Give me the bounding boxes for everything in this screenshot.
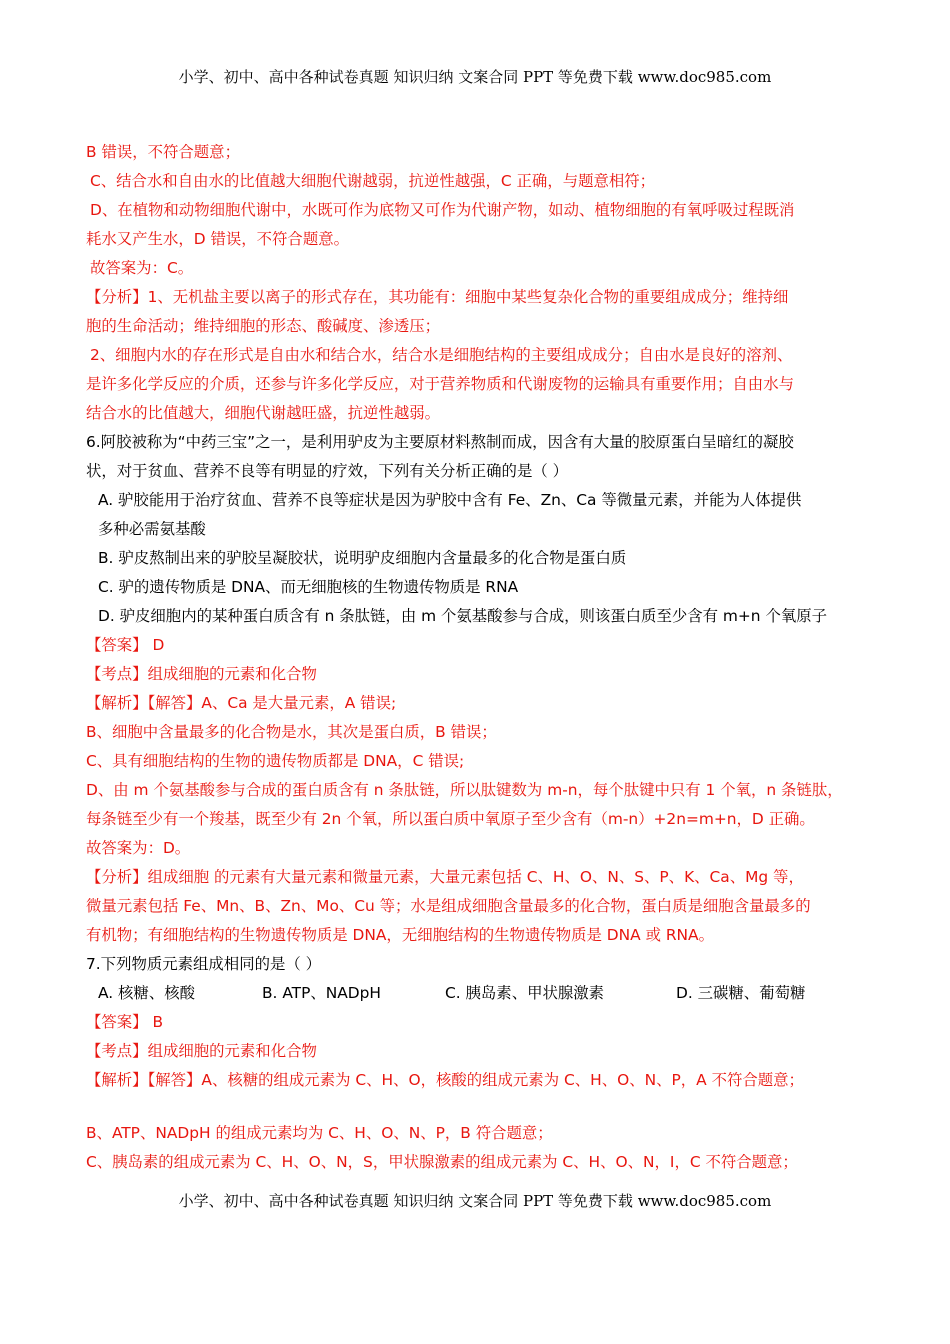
analysis-line: 胞的生命活动；维持细胞的形态、酸碱度、渗透压；	[86, 317, 440, 335]
spacer	[86, 1095, 866, 1119]
question-6-explanation: B、细胞中含量最多的化合物是水，其次是蛋白质，B 错误；	[86, 723, 497, 741]
question-6-stem: 状，对于贫血、营养不良等有明显的疗效，下列有关分析正确的是（ ）	[86, 462, 569, 480]
analysis-line: 结合水的比值越大，细胞代谢越旺盛，抗逆性越弱。	[86, 404, 440, 422]
question-7-option-b: B. ATP、NADpH	[262, 984, 381, 1002]
question-6-analysis: 【分析】组成细胞 的元素有大量元素和微量元素，大量元素包括 C、H、O、N、S、P、K、Ca、Mg 等，	[86, 868, 804, 886]
question-7-explanation: 【解析】【解答】A、核糖的组成元素为 C、H、O，核酸的组成元素为 C、H、O、N、P，A 不符合题意；	[86, 1071, 804, 1089]
analysis-line: 是许多化学反应的介质，还参与许多化学反应，对于营养物质和代谢废物的运输具有重要作用；自由水与	[86, 375, 794, 393]
question-7-explanation: C、胰岛素的组成元素为 C、H、O、N，S，甲状腺激素的组成元素为 C、H、O、N，I，C 不符合题意；	[86, 1153, 798, 1171]
question-6-answer: 【答案】 D	[86, 636, 165, 654]
document-body	[86, 138, 866, 1177]
question-6-explanation: 【解析】【解答】A、Ca 是大量元素，A 错误;	[86, 694, 397, 712]
question-6-analysis: 有机物；有细胞结构的生物遗传物质是 DNA，无细胞结构的生物遗传物质是 DNA 或 RNA。	[86, 926, 714, 944]
question-7-options	[86, 979, 866, 1008]
question-6-option-a: A. 驴胶能用于治疗贫血、营养不良等症状是因为驴胶中含有 Fe、Zn、Ca 等微量元素，并能为人体提供	[98, 491, 802, 509]
question-7-option-c: C. 胰岛素、甲状腺激素	[445, 984, 605, 1002]
question-6-stem: 6.阿胶被称为“中药三宝”之一，是利用驴皮为主要原材料熬制而成，因含有大量的胶原蛋白呈暗红的凝胶	[86, 433, 794, 451]
page-footer: 小学、初中、高中各种试卷真题 知识归纳 文案合同 PPT 等免费下载 www.doc985.com	[178, 1192, 772, 1210]
question-7-option-a: A. 核糖、核酸	[98, 984, 195, 1002]
analysis-line: 【分析】1、无机盐主要以离子的形式存在，其功能有：细胞中某些复杂化合物的重要组成成分；维持细	[86, 288, 789, 306]
question-7-explanation: B、ATP、NADpH 的组成元素均为 C、H、O、N、P，B 符合题意；	[86, 1124, 553, 1142]
question-6-explanation: 故答案为：D。	[86, 839, 191, 857]
question-6-option-d: D. 驴皮细胞内的某种蛋白质含有 n 条肽链，由 m 个氨基酸参与合成，则该蛋白质至少含有 m+n 个氧原子	[98, 607, 828, 625]
question-7-topic: 【考点】组成细胞的元素和化合物	[86, 1042, 317, 1060]
page-header: 小学、初中、高中各种试卷真题 知识归纳 文案合同 PPT 等免费下载 www.doc985.com	[178, 68, 772, 86]
question-6-explanation: 每条链至少有一个羧基，既至少有 2n 个氧，所以蛋白质中氧原子至少含有（m-n）+2n=m+n，D 正确。	[86, 810, 815, 828]
question-7-answer: 【答案】 B	[86, 1013, 164, 1031]
answer-line: 耗水又产生水，D 错误，不符合题意。	[86, 230, 349, 248]
question-6-explanation: C、具有细胞结构的生物的遗传物质都是 DNA，C 错误;	[86, 752, 465, 770]
question-6-option-c: C. 驴的遗传物质是 DNA、而无细胞核的生物遗传物质是 RNA	[98, 578, 519, 596]
answer-line: C、结合水和自由水的比值越大细胞代谢越弱，抗逆性越强，C 正确，与题意相符；	[90, 172, 656, 190]
question-6-explanation: D、由 m 个氨基酸参与合成的蛋白质含有 n 条肽链，所以肽键数为 m-n，每个肽键中只有 1 个氧，n 条链肽，	[86, 781, 843, 799]
question-6-option-b: B. 驴皮熬制出来的驴胶呈凝胶状，说明驴皮细胞内含量最多的化合物是蛋白质	[98, 549, 627, 567]
question-7-option-d: D. 三碳糖、葡萄糖	[676, 984, 806, 1002]
question-7-stem: 7.下列物质元素组成相同的是（ ）	[86, 955, 322, 973]
question-6-topic: 【考点】组成细胞的元素和化合物	[86, 665, 317, 683]
question-6-option-a: 多种必需氨基酸	[98, 520, 206, 538]
answer-line: B 错误，不符合题意；	[86, 143, 240, 161]
question-6-analysis: 微量元素包括 Fe、Mn、B、Zn、Mo、Cu 等；水是组成细胞含量最多的化合物，蛋白质是细胞含量最多的	[86, 897, 811, 915]
answer-line: 故答案为：C。	[90, 259, 194, 277]
answer-line: D、在植物和动物细胞代谢中，水既可作为底物又可作为代谢产物，如动、植物细胞的有氧呼吸过程既消	[90, 201, 795, 219]
analysis-line: 2、细胞内水的存在形式是自由水和结合水，结合水是细胞结构的主要组成成分；自由水是良好的溶剂、	[90, 346, 793, 364]
